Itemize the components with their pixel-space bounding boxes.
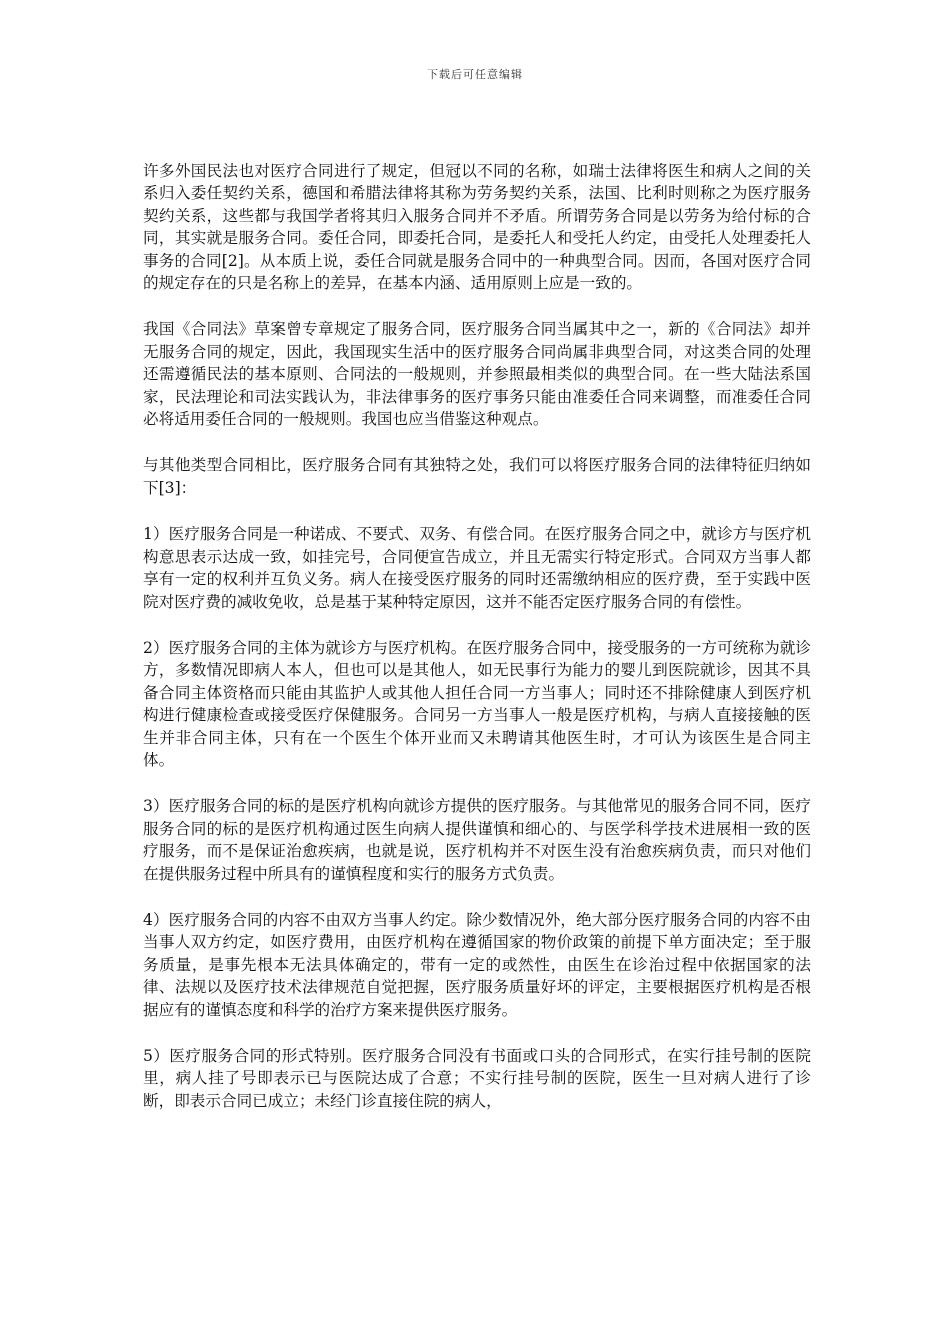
paragraph-feature-2: 2）医疗服务合同的主体为就诊方与医疗机构。在医疗服务合同中，接受服务的一方可统称为就诊方，多数情况即病人本人，但也可以是其他人，如无民事行为能力的婴儿到医院就诊，因其不具备合同主体资格而只能由其监护人或其他人担任合同一方当事人；同时还不排除健康人到医疗机构进行健康检查或接受医疗保健服务。合同另一方当事人一般是医疗机构，与病人直接接触的医生并非合同主体，只有在一个医生个体开业而又未聘请其他医生时，才可认为该医生是合同主体。: [143, 638, 811, 769]
document-body: [143, 160, 811, 1136]
paragraph-feature-4: 4）医疗服务合同的内容不由双方当事人约定。除少数情况外，绝大部分医疗服务合同的内容不由当事人双方约定，如医疗费用，由医疗机构在遵循国家的物价政策的前提下单方面决定；至于服务质量，是事先根本无法具体确定的，带有一定的或然性，由医生在诊治过程中依据国家的法律、法规以及医疗技术法律规范自觉把握，医疗服务质量好坏的评定，主要根据医疗机构是否根据应有的谨慎态度和科学的治疗方案来提供医疗服务。: [143, 910, 811, 1019]
paragraph-feature-1: 1）医疗服务合同是一种诺成、不要式、双务、有偿合同。在医疗服务合同之中，就诊方与医疗机构意思表示达成一致，如挂完号，合同便宣告成立，并且无需实行特定形式。合同双方当事人都享有一定的权利并互负义务。病人在接受医疗服务的同时还需缴纳相应的医疗费，至于实践中医院对医疗费的减收免收，总是基于某种特定原因，这并不能否定医疗服务合同的有偿性。: [143, 525, 811, 611]
paragraph-feature-5: 5）医疗服务合同的形式特别。医疗服务合同没有书面或口头的合同形式，在实行挂号制的医院里，病人挂了号即表示已与医院达成了合意；不实行挂号制的医院，医生一旦对病人进行了诊断，即表示合同已成立；未经门诊直接住院的病人，: [143, 1047, 811, 1110]
paragraph-contract-law-draft: 我国《合同法》草案曾专章规定了服务合同，医疗服务合同当属其中之一，新的《合同法》却并无服务合同的规定，因此，我国现实生活中的医疗服务合同尚属非典型合同，对这类合同的处理还需遵循民法的基本原则、合同法的一般规则，并参照最相类似的典型合同。在一些大陆法系国家，民法理论和司法实践认为，非法律事务的医疗事务只能由准委任合同来调整，而准委任合同必将适用委任合同的一般规则。我国也应当借鉴这种观点。: [143, 320, 811, 429]
paragraph-legal-features-intro: 与其他类型合同相比，医疗服务合同有其独特之处，我们可以将医疗服务合同的法律特征归纳如下[3]：: [143, 456, 811, 497]
paragraph-feature-3: 3）医疗服务合同的标的是医疗机构向就诊方提供的医疗服务。与其他常见的服务合同不同，医疗服务合同的标的是医疗机构通过医生向病人提供谨慎和细心的、与医学科学技术进展相一致的医疗服务，而不是保证治愈疾病，也就是说，医疗机构并不对医生没有治愈疾病负责，而只对他们在提供服务过程中所具有的谨慎程度和实行的服务方式负责。: [143, 797, 811, 883]
paragraph-foreign-law: 许多外国民法也对医疗合同进行了规定，但冠以不同的名称，如瑞士法律将医生和病人之间的关系归入委任契约关系，德国和希腊法律将其称为劳务契约关系，法国、比利时则称之为医疗服务契约关系，这些都与我国学者将其归入服务合同并不矛盾。所谓劳务合同是以劳务为给付标的合同，其实就是服务合同。委任合同，即委托合同，是委托人和受托人约定，由受托人处理委托人事务的合同[2]。从本质上说，委任合同就是服务合同中的一种典型合同。因而，各国对医疗合同的规定存在的只是名称上的差异，在基本内涵、适用原则上应是一致的。: [143, 162, 811, 293]
page-header: 下载后可任意编辑: [427, 68, 523, 81]
